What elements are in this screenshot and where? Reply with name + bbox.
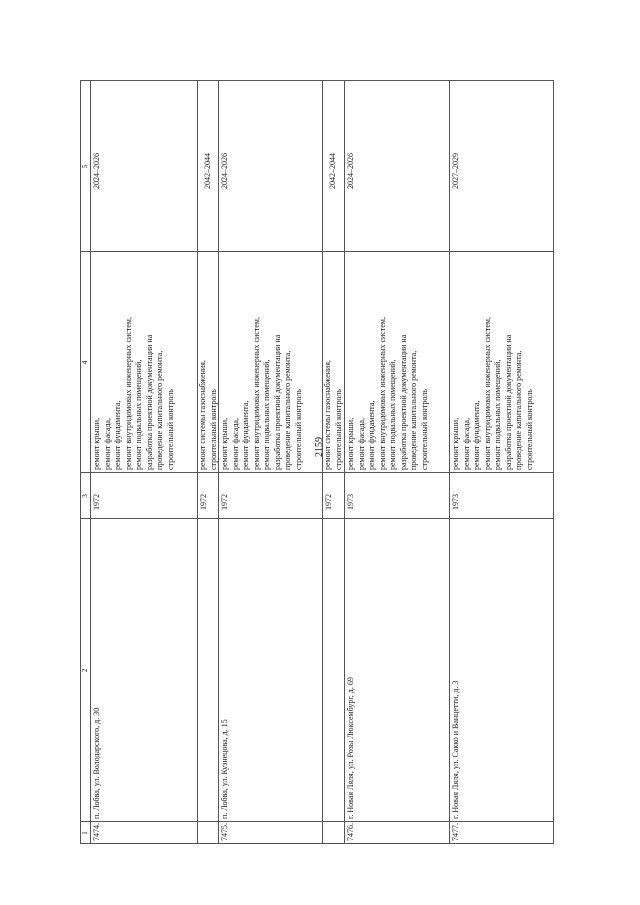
work-item: ремонт подвальных помещений,	[134, 359, 143, 470]
work-item: строительный контроль	[293, 389, 303, 470]
work-item: ремонт фундамента,	[241, 400, 250, 470]
col-header-5: 5	[80, 164, 89, 169]
col-border	[80, 821, 554, 822]
work-item: ремонт крыши,	[92, 417, 101, 470]
col-border	[80, 80, 554, 81]
work-item: ремонт подвальных помещений,	[493, 359, 502, 470]
works-list	[346, 317, 430, 470]
row-number: 7476.	[346, 823, 355, 841]
address: п. Лобва, ул. Кузнецова, д. 15	[220, 719, 229, 819]
col-header-2: 2	[80, 668, 89, 673]
works-list	[220, 317, 304, 470]
repair-period: 2042–2044	[328, 153, 337, 189]
work-item: строительный контроль	[165, 389, 175, 470]
col-border	[80, 843, 554, 844]
row-separator	[344, 80, 345, 844]
work-item: проведение капитального ремонта,	[283, 350, 292, 470]
repair-period: 2024–2026	[220, 153, 229, 189]
col-border	[80, 518, 554, 519]
work-item: строительный контроль	[208, 389, 218, 470]
address: г. Новая Ляля, ул. Розы Люксембург, д. 69	[346, 677, 355, 819]
repair-period: 2042–2044	[203, 153, 212, 189]
col-border	[80, 251, 554, 252]
work-item: ремонт внутридомовых инженерных систем,	[251, 317, 261, 470]
table-border-bottom	[553, 80, 554, 844]
work-item: строительный контроль	[419, 389, 429, 470]
work-item: ремонт фундамента,	[367, 400, 376, 470]
construction-year: 1972	[199, 494, 208, 510]
construction-year: 1972	[92, 494, 101, 510]
work-item: ремонт внутридомовых инженерных систем,	[482, 317, 492, 470]
construction-year: 1972	[220, 494, 229, 510]
work-item: ремонт системы газоснабжения,	[198, 360, 207, 470]
work-item: ремонт внутридомовых инженерных систем,	[123, 317, 133, 470]
work-item: разработка проектной документации на	[503, 334, 513, 470]
construction-year: 1973	[346, 494, 355, 510]
address: г. Новая Ляля, ул. Сакко и Ванцетти, д. 3	[451, 680, 460, 819]
work-item: ремонт системы газоснабжения,	[323, 360, 332, 470]
work-item: проведение капитального ремонта,	[514, 350, 523, 470]
works-list	[323, 360, 344, 470]
row-number: 7474.	[92, 823, 101, 841]
repair-period: 2024–2026	[346, 153, 355, 189]
work-item: разработка проектной документации на	[398, 334, 408, 470]
work-item: строительный контроль	[333, 389, 343, 470]
col-border	[80, 472, 554, 473]
work-item: ремонт фундамента,	[472, 400, 481, 470]
header-separator	[90, 80, 91, 844]
col-header-1: 1	[80, 831, 89, 835]
repair-schedule-table	[80, 80, 554, 844]
work-item: проведение капитального ремонта,	[409, 350, 418, 470]
construction-year: 1972	[324, 494, 333, 510]
work-item: разработка проектной документации на	[144, 334, 154, 470]
address: п. Лобва, ул. Володарского, д. 30	[92, 707, 101, 819]
work-item: ремонт фасада,	[356, 418, 366, 470]
col-header-3: 3	[80, 494, 89, 498]
works-list	[92, 317, 176, 470]
work-item: строительный контроль	[524, 389, 534, 470]
work-item: ремонт фасада,	[461, 418, 471, 470]
work-item: проведение капитального ремонта,	[155, 350, 164, 470]
works-list	[198, 360, 219, 470]
work-item: ремонт внутридомовых инженерных систем,	[377, 317, 387, 470]
work-item: разработка проектной документации на	[272, 334, 282, 470]
work-item: ремонт фасада,	[230, 418, 240, 470]
col-header-4: 4	[80, 360, 89, 365]
works-list	[451, 317, 535, 470]
work-item: ремонт крыши,	[451, 417, 460, 470]
row-number: 7477.	[451, 823, 460, 841]
table-viewport	[80, 80, 554, 844]
repair-period: 2027–2029	[451, 153, 460, 189]
repair-period: 2024–2026	[92, 153, 101, 189]
work-item: ремонт крыши,	[346, 417, 355, 470]
work-item: ремонт подвальных помещений,	[388, 359, 397, 470]
row-separator	[449, 80, 450, 844]
page-number: 2159	[314, 437, 325, 457]
work-item: ремонт фундамента,	[113, 400, 122, 470]
work-item: ремонт фасада,	[102, 418, 112, 470]
work-item: ремонт подвальных помещений,	[262, 359, 271, 470]
work-item: ремонт крыши,	[220, 417, 229, 470]
row-number: 7475.	[220, 823, 229, 841]
construction-year: 1973	[451, 494, 460, 510]
